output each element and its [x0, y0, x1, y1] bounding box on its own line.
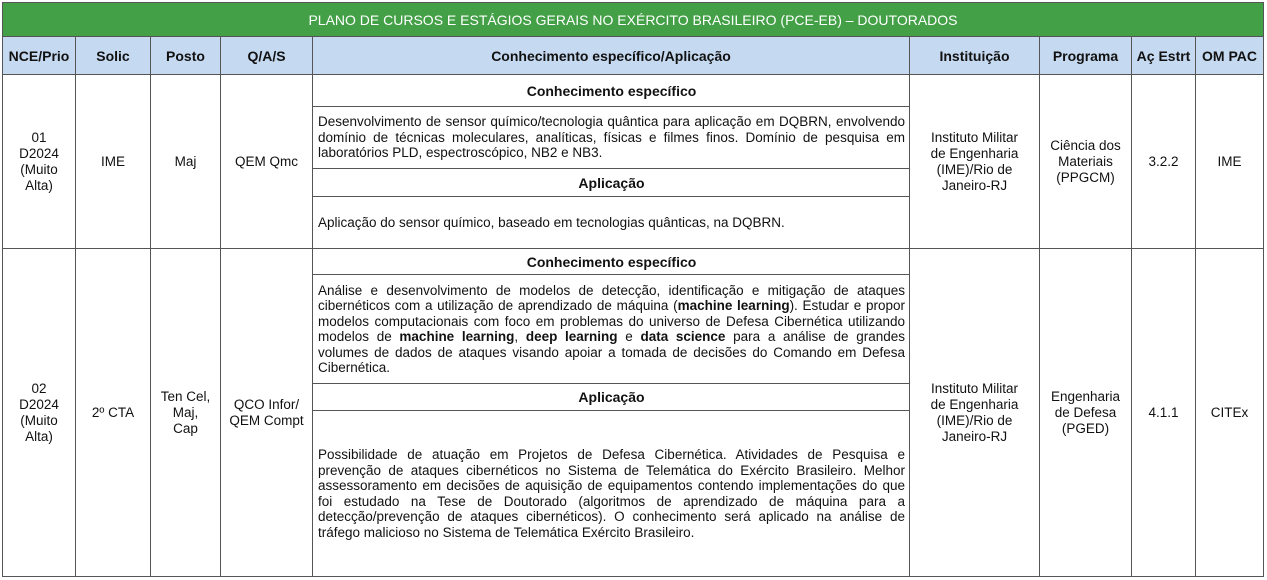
ac-estrt-cell: 3.2.2 [1132, 75, 1196, 249]
aplicacao-subheader: Aplicação [313, 384, 910, 411]
programa-cell: Ciência dos Materiais (PPGCM) [1040, 75, 1132, 249]
solic-cell: IME [76, 75, 151, 249]
solic-cell: 2º CTA [76, 249, 151, 576]
om-pac-cell: IME [1196, 75, 1263, 249]
programa-cell: Engenharia de Defesa (PGED) [1040, 249, 1132, 576]
header-ac-estrt: Aç Estrt [1132, 37, 1196, 75]
header-om-pac: OM PAC [1196, 37, 1263, 75]
header-solic: Solic [76, 37, 151, 75]
nce-prio-cell: 01 D2024 (Muito Alta) [3, 75, 76, 249]
nce-prio-cell: 02 D2024 (Muito Alta) [3, 249, 76, 576]
qas-cell: QEM Qmc [221, 75, 313, 249]
table-title: PLANO DE CURSOS E ESTÁGIOS GERAIS NO EXÉRCITO BRASILEIRO (PCE-EB) – DOUTORADOS [3, 3, 1263, 37]
conhecimento-text: Desenvolvimento de sensor químico/tecnologia quântica para aplicação em DQBRN, envolvendo domínio de técnicas moleculares, analíticas, físicas e filmes finos. Domínio de pesquisa em laboratórios PLD, espectroscópico, NB2 e NB3. [313, 107, 910, 169]
conhecimento-subheader: Conhecimento específico [313, 249, 910, 275]
doctorate-plan-table [2, 2, 1264, 577]
header-instituicao: Instituição [910, 37, 1040, 75]
aplicacao-subheader: Aplicação [313, 169, 910, 197]
header-conhecimento: Conhecimento específico/Aplicação [313, 37, 910, 75]
header-posto: Posto [151, 37, 221, 75]
aplicacao-text: Aplicação do sensor químico, baseado em tecnologias quânticas, na DQBRN. [318, 215, 785, 231]
instituicao-cell: Instituto Militar de Engenharia (IME)/Rio de Janeiro-RJ [910, 75, 1040, 249]
conhecimento-text: Análise e desenvolvimento de modelos de detecção, identificação e mitigação de ataques cibernéticos com a utilização de aprendizado de máquina (machine learning). Estudar e propor modelos computacionais com foco em problemas do universo de Defesa Cibernética utilizando modelos de machine learning, deep learning e data science para a análise de grandes volumes de dados de ataques visando apoiar a tomada de decisões do Comando em Defesa Cibernética. [313, 275, 910, 384]
om-pac-cell: CITEx [1210, 404, 1249, 420]
instituicao-cell: Instituto Militar de Engenharia (IME)/Rio de Janeiro-RJ [910, 249, 1040, 576]
header-programa: Programa [1040, 37, 1132, 75]
header-qas: Q/A/S [221, 37, 313, 75]
aplicacao-text: Possibilidade de atuação em Projetos de Defesa Cibernética. Atividades de Pesquisa e prevenção de ataques cibernéticos no Sistema de Telemática do Exército Brasileiro. Melhor assessoramento em decisões de aquisição de equipamentos contendo implementações do que foi estudado na Tese de Doutorado (algoritmos de aprendizado de máquina para a detecção/prevenção de ataques cibernéticos). O conhecimento será aplicado na análise de tráfego malicioso no Sistema de Telemática Exército Brasileiro. [318, 447, 905, 540]
header-nce: NCE/Prio [3, 37, 76, 75]
conhecimento-subheader: Conhecimento específico [313, 75, 910, 107]
posto-cell: Ten Cel, Maj, Cap [151, 249, 221, 576]
ac-estrt-cell: 4.1.1 [1132, 249, 1196, 576]
posto-cell: Maj [151, 75, 221, 249]
qas-cell: QCO Infor/ QEM Compt [221, 249, 313, 576]
